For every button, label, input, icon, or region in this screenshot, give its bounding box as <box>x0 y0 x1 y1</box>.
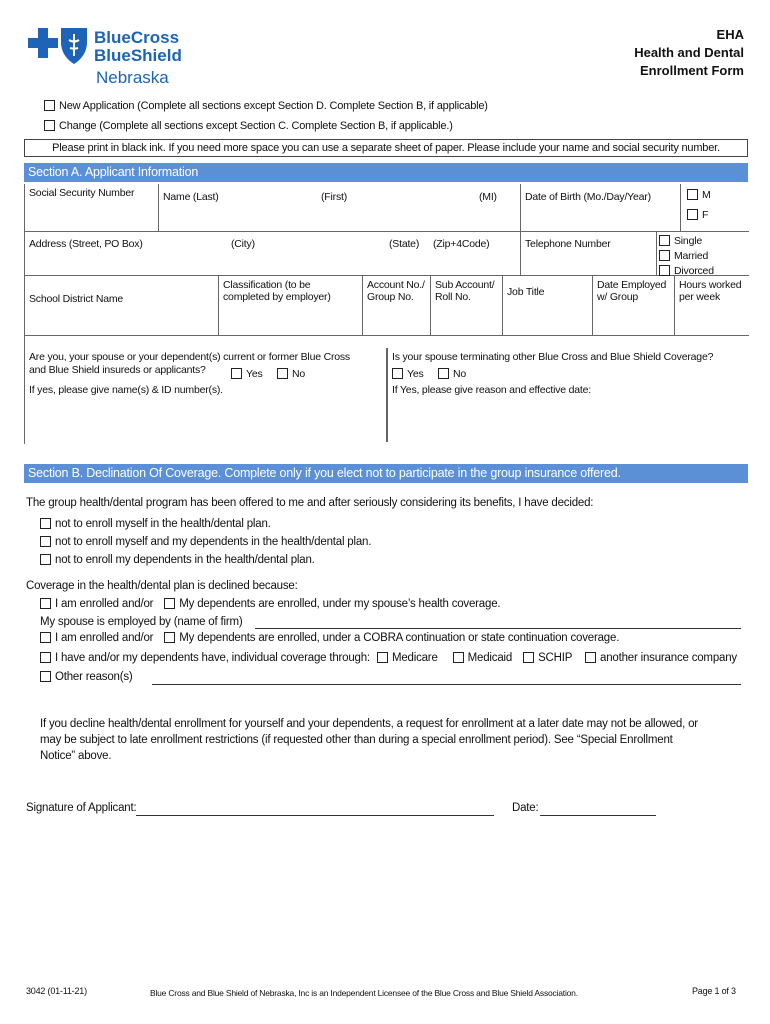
gender-m-option[interactable] <box>687 189 745 201</box>
job-title-field[interactable] <box>503 276 593 336</box>
single-label: Single <box>674 235 702 247</box>
section-a-header: Section A. Applicant Information <box>24 163 748 182</box>
medicare-checkbox[interactable] <box>377 652 388 663</box>
spouse-employer-input[interactable] <box>255 628 741 629</box>
hours-worked-field[interactable] <box>675 276 749 336</box>
city-label: (City) <box>231 238 255 250</box>
q1-no-checkbox[interactable] <box>277 368 288 379</box>
bcbs-logo <box>28 26 218 90</box>
licensee-notice: Blue Cross and Blue Shield of Nebraska, Inc is an Independent Licensee of the Blue Cross and Blue Shield Association. <box>150 988 578 998</box>
marital-status-field <box>657 232 749 276</box>
address-label: Address (Street, PO Box) <box>29 238 143 250</box>
q1-no-option[interactable] <box>277 368 305 380</box>
dependents-spouse-checkbox[interactable] <box>164 598 175 609</box>
new-application-checkbox[interactable] <box>44 100 55 111</box>
logo-nebraska: Nebraska <box>96 68 169 87</box>
q1-yes-option[interactable] <box>231 368 263 380</box>
divorced-checkbox[interactable] <box>659 265 670 276</box>
medicare-label: Medicare <box>391 652 438 664</box>
q1-yes-checkbox[interactable] <box>231 368 242 379</box>
form-title <box>634 26 744 80</box>
logo-bluecross: BlueCross <box>94 28 180 47</box>
married-label: Married <box>674 250 709 262</box>
section-a-table <box>24 184 749 444</box>
classification-label: Classification (to be completed by employer) <box>223 279 331 303</box>
gender-field <box>681 184 749 232</box>
new-application-option[interactable] <box>44 100 488 112</box>
phone-field[interactable] <box>521 232 657 276</box>
name-field[interactable] <box>159 184 521 232</box>
cross-shield-icon <box>28 26 90 66</box>
job-title-label: Job Title <box>507 286 545 298</box>
self-enrolled-cobra-label: I am enrolled and/or <box>55 632 154 644</box>
new-application-label: New Application (Complete all sections except Section D. Complete Section B, if applicable) <box>59 100 488 112</box>
other-reason-input[interactable] <box>152 684 741 685</box>
decline-option-1-label: not to enroll myself in the health/dental plan. <box>55 518 271 530</box>
form-code: 3042 (01-11-21) <box>26 986 87 996</box>
schip-checkbox[interactable] <box>523 652 534 663</box>
date-input[interactable] <box>540 815 656 816</box>
page-number: Page 1 of 3 <box>692 986 736 996</box>
individual-coverage-checkbox[interactable] <box>40 652 51 663</box>
section-b-header: Section B. Declination Of Coverage. Complete only if you elect not to participate in the group insurance offered. <box>24 464 748 483</box>
q2-yes-checkbox[interactable] <box>392 368 403 379</box>
title-eha: EHA <box>716 27 744 42</box>
ssn-label: Social Security Number <box>29 187 135 199</box>
decline-option-2-checkbox[interactable] <box>40 536 51 547</box>
q1-yes-label: Yes <box>246 368 263 380</box>
address-field[interactable] <box>25 232 521 276</box>
title-enrollment-form: Enrollment Form <box>639 63 744 78</box>
q2-text: Is your spouse terminating other Blue Cross and Blue Shield Coverage? <box>392 351 714 363</box>
gender-m-label: M <box>702 189 711 201</box>
q1-ifyes-label: If yes, please give name(s) & ID number(s). <box>29 384 223 396</box>
late-enrollment-warning: If you decline health/dental enrollment for yourself and your dependents, a request for enrollment at a later date may not be allowed, or may be subject to late enrollment restrictions (if requested other than during a special enrollment period). See “Special Enrollment Notice” above. <box>40 718 698 762</box>
gender-f-option[interactable] <box>687 209 745 221</box>
medicaid-checkbox[interactable] <box>453 652 464 663</box>
hours-worked-label: Hours worked per week <box>679 279 742 303</box>
other-insurance-checkbox[interactable] <box>585 652 596 663</box>
q2-yes-option[interactable] <box>392 368 424 380</box>
dependents-cobra-label: My dependents are enrolled, under a COBRA continuation or state continuation coverage. <box>179 632 620 644</box>
self-enrolled-cobra-checkbox[interactable] <box>40 632 51 643</box>
signature-label: Signature of Applicant: <box>26 802 137 814</box>
married-checkbox[interactable] <box>659 250 670 261</box>
classification-field[interactable] <box>219 276 363 336</box>
q1-text: Are you, your spouse or your dependent(s) current or former Blue Cross and Blue Shield insureds or applicants? <box>29 351 350 376</box>
decline-option-2-label: not to enroll myself and my dependents in the health/dental plan. <box>55 536 372 548</box>
q2-no-checkbox[interactable] <box>438 368 449 379</box>
enrolled-spouse-row <box>40 598 500 610</box>
mi-label: (MI) <box>479 191 497 203</box>
dependents-cobra-checkbox[interactable] <box>164 632 175 643</box>
other-reason-checkbox[interactable] <box>40 671 51 682</box>
self-enrolled-label: I am enrolled and/or <box>55 598 154 610</box>
q2-no-label: No <box>453 368 467 380</box>
change-option[interactable] <box>44 120 453 132</box>
dob-field[interactable] <box>521 184 681 232</box>
other-insurance-label: another insurance company <box>600 652 737 664</box>
print-notice: Please print in black ink. If you need more space you can use a separate sheet of paper. Please include your name and social security number. <box>24 139 748 157</box>
signature-input[interactable] <box>136 815 494 816</box>
sub-account-field[interactable] <box>431 276 503 336</box>
dependents-spouse-label: My dependents are enrolled, under my spouse’s health coverage. <box>179 598 501 610</box>
phone-label: Telephone Number <box>525 238 611 250</box>
date-label: Date: <box>512 802 539 814</box>
spouse-employer-label: My spouse is employed by (name of firm) <box>40 616 243 628</box>
other-reason-option[interactable] <box>40 671 133 683</box>
dob-label: Date of Birth (Mo./Day/Year) <box>525 191 651 203</box>
account-field[interactable] <box>363 276 431 336</box>
sub-account-label: Sub Account/ Roll No. <box>435 279 495 303</box>
date-employed-field[interactable] <box>593 276 675 336</box>
schip-label: SCHIP <box>538 652 573 664</box>
q2-yes-label: Yes <box>407 368 424 380</box>
date-employed-label: Date Employed w/ Group <box>597 279 667 303</box>
decline-option-3-checkbox[interactable] <box>40 554 51 565</box>
other-reason-label: Other reason(s) <box>55 671 133 683</box>
ssn-field[interactable] <box>25 184 159 232</box>
title-health-dental: Health and Dental <box>634 45 744 60</box>
declined-because-label: Coverage in the health/dental plan is declined because: <box>26 580 298 592</box>
enrolled-cobra-row <box>40 632 619 644</box>
q2-ifyes-label: If Yes, please give reason and effective date: <box>392 384 592 396</box>
gender-f-checkbox[interactable] <box>687 209 698 220</box>
spouse-terminating-question <box>387 348 749 442</box>
single-option[interactable] <box>659 234 747 249</box>
decline-option-1-checkbox[interactable] <box>40 518 51 529</box>
account-label: Account No./ Group No. <box>367 279 425 303</box>
school-district-field[interactable] <box>25 276 219 336</box>
individual-coverage-row <box>40 652 737 664</box>
school-district-label: School District Name <box>29 293 124 305</box>
gender-m-checkbox[interactable] <box>687 189 698 200</box>
state-label: (State) <box>389 238 420 250</box>
section-b-intro: The group health/dental program has been offered to me and after seriously considering its benefits, I have decided: <box>26 497 594 509</box>
change-checkbox[interactable] <box>44 120 55 131</box>
divorced-label: Divorced <box>674 265 714 277</box>
gender-f-label: F <box>702 209 709 221</box>
zip-label: (Zip+4Code) <box>433 238 490 250</box>
decline-option-2[interactable] <box>40 536 371 548</box>
medicaid-label: Medicaid <box>467 652 513 664</box>
logo-blueshield: BlueShield <box>94 46 182 65</box>
decline-option-1[interactable] <box>40 518 271 530</box>
married-option[interactable] <box>659 249 747 264</box>
individual-coverage-label: I have and/or my dependents have, individual coverage through: <box>55 652 370 664</box>
self-enrolled-checkbox[interactable] <box>40 598 51 609</box>
q2-no-option[interactable] <box>438 368 466 380</box>
name-last-label: Name (Last) <box>163 191 219 203</box>
q1-no-label: No <box>292 368 306 380</box>
decline-option-3[interactable] <box>40 554 315 566</box>
decline-option-3-label: not to enroll my dependents in the health/dental plan. <box>55 554 315 566</box>
change-label: Change (Complete all sections except Section C. Complete Section B, if applicable.) <box>59 120 453 132</box>
first-name-label: (First) <box>321 191 348 203</box>
current-insured-question <box>25 348 387 442</box>
single-checkbox[interactable] <box>659 235 670 246</box>
